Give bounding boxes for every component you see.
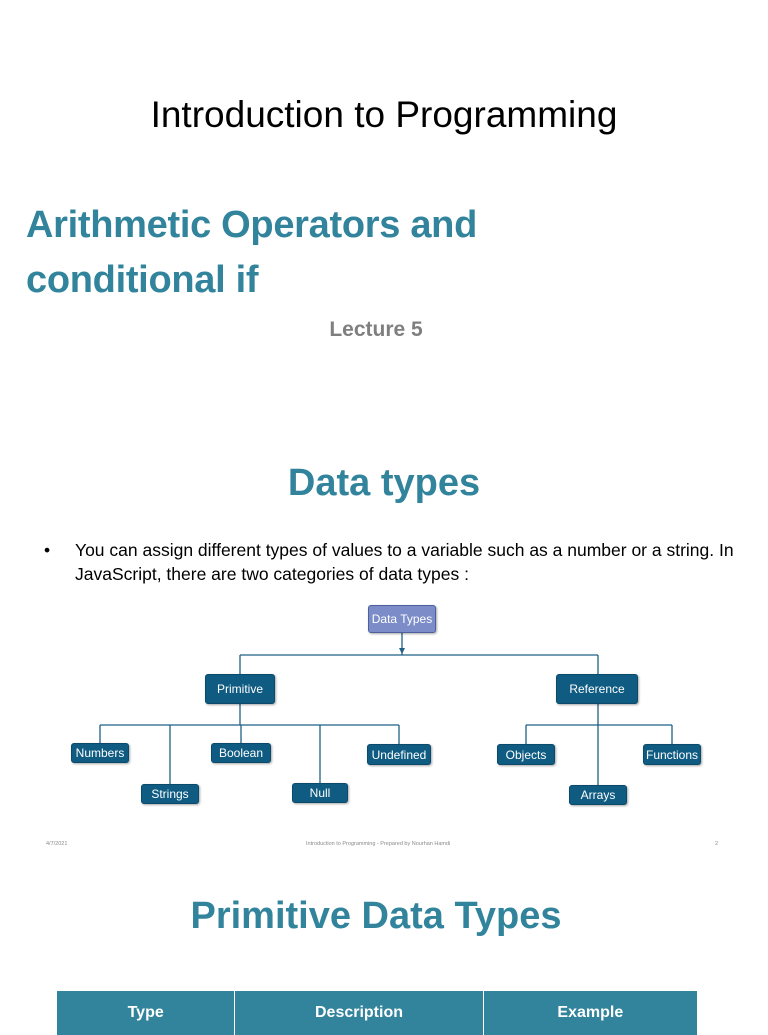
primitive-data-types-slide (0, 855, 768, 1024)
tree-node-arrays: Arrays (569, 785, 627, 805)
bullet-text: You can assign different types of values to a variable such as a number or a string. In JavaScript, there are two categories of data types : (75, 540, 734, 584)
data-types-table (57, 991, 697, 1035)
tree-node-data-types: Data Types (368, 605, 436, 633)
tree-node-boolean: Boolean (211, 743, 271, 763)
tree-node-functions: Functions (643, 744, 701, 765)
table-header-row (57, 991, 697, 1035)
tree-node-objects: Objects (497, 744, 555, 765)
tree-node-reference: Reference (556, 674, 638, 704)
tree-node-undefined: Undefined (367, 744, 431, 765)
data-types-slide (0, 430, 768, 855)
subtitle-line-2: conditional if (26, 259, 259, 301)
subtitle-line-1: Arithmetic Operators and (26, 204, 478, 246)
lecture-number: Lecture 5 (329, 318, 423, 341)
footer-date: 4/7/2021 (46, 841, 68, 847)
footer-page-number: 2 (715, 841, 719, 847)
table-header-type: Type (57, 991, 235, 1035)
lecture-subtitle (26, 198, 626, 308)
tree-node-numbers: Numbers (71, 743, 129, 763)
slide-title: Primitive Data Types (190, 895, 562, 937)
tree-node-primitive: Primitive (205, 674, 275, 704)
tree-node-strings: Strings (141, 784, 199, 804)
bullet-dot-icon: • (44, 540, 51, 560)
slide-title: Data types (287, 462, 481, 504)
page-title: Introduction to Programming (150, 94, 618, 135)
footer-credit: Introduction to Programming - Prepared by Nourhan Hamdi (306, 841, 451, 847)
table-header-example: Example (483, 991, 697, 1035)
tree-connectors (0, 430, 768, 855)
title-slide (0, 0, 768, 430)
table-header-description: Description (235, 991, 483, 1035)
tree-node-null: Null (292, 783, 348, 803)
arrow-head-icon (399, 648, 405, 654)
